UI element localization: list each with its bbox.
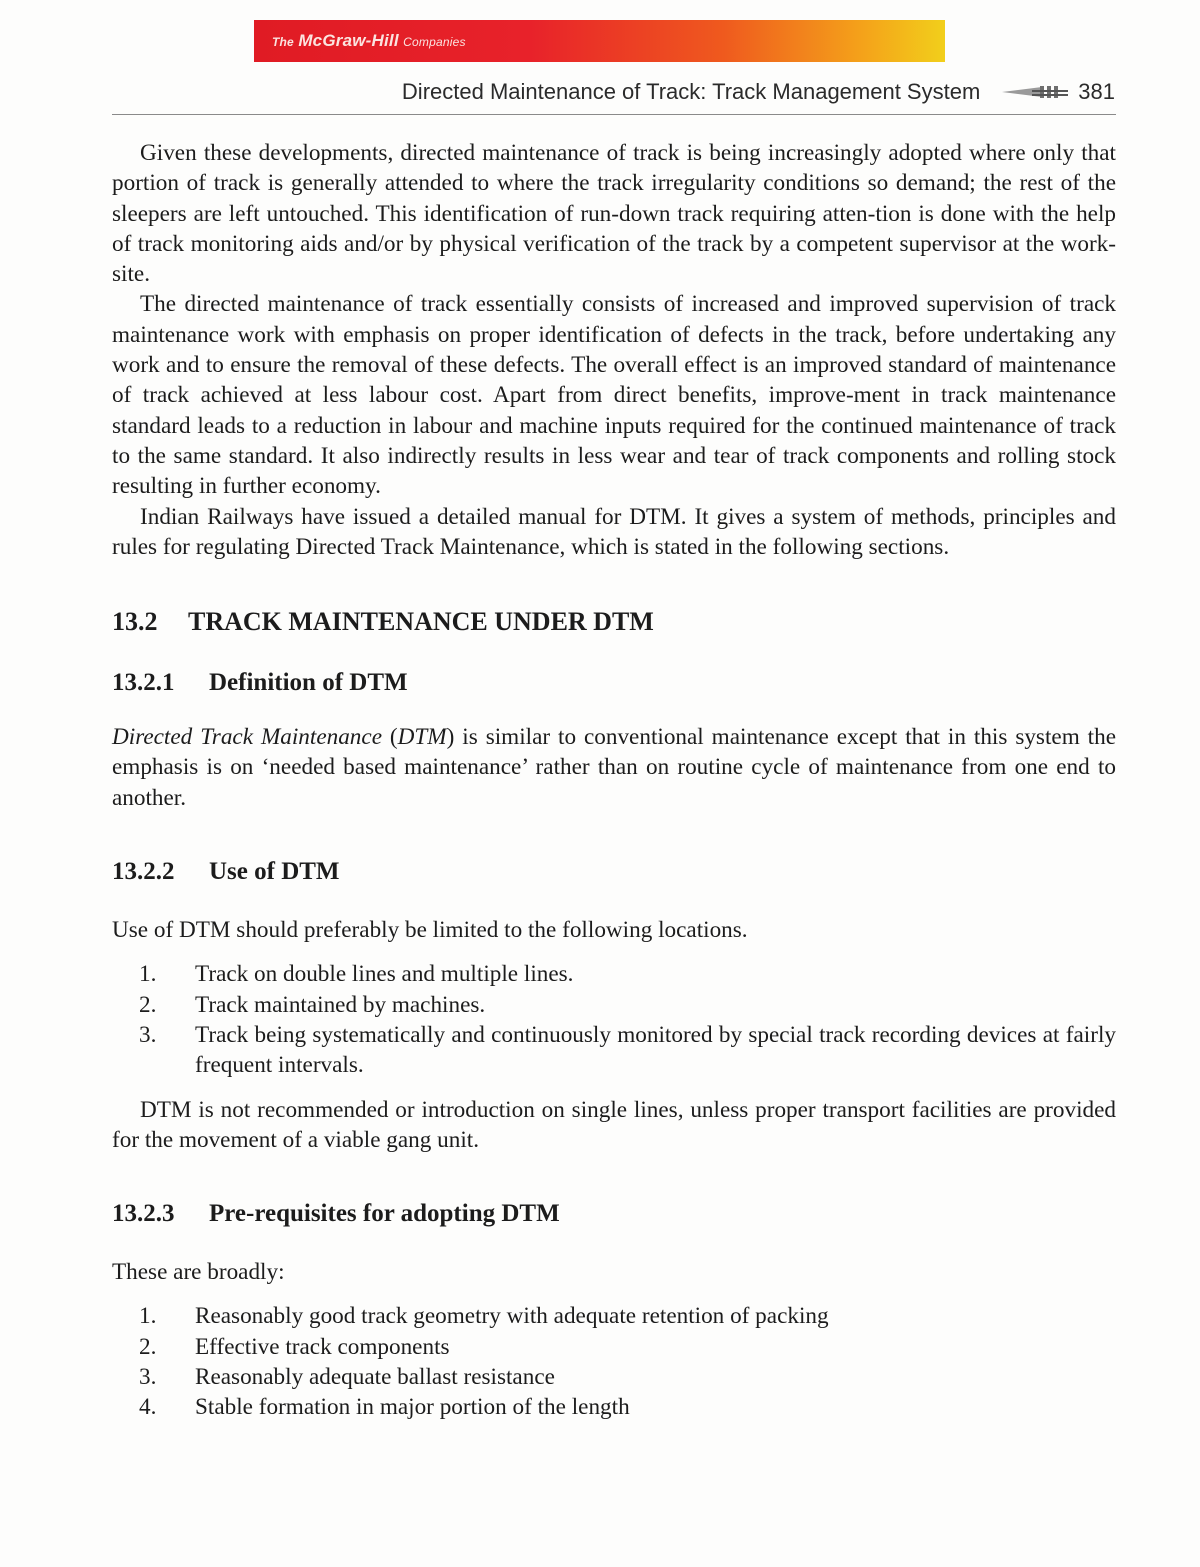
list-item <box>112 959 1116 989</box>
subsection-title: Pre-requisites for adopting DTM <box>209 1200 560 1228</box>
publisher-suffix: Companies <box>403 35 466 49</box>
subsection-heading-prerequisites <box>112 1197 1116 1231</box>
list-item <box>112 1332 1116 1362</box>
subsection-heading-definition <box>112 666 1116 700</box>
use-list <box>112 959 1116 1080</box>
section-heading <box>112 604 1116 640</box>
list-item-text: Track being systematically and continuously monitored by special track recording devices at fairly frequent intervals. <box>195 1021 1116 1079</box>
rail-track-icon <box>1002 85 1068 99</box>
section-title: TRACK MAINTENANCE UNDER DTM <box>188 607 654 637</box>
list-item-text: Effective track components <box>195 1333 450 1360</box>
list-item-text: Reasonably good track geometry with adequate retention of packing <box>195 1303 829 1330</box>
list-item-text: Stable formation in major portion of the length <box>195 1394 630 1421</box>
running-title: Directed Maintenance of Track: Track Management System <box>401 79 981 104</box>
list-item-text: Track on double lines and multiple lines. <box>195 961 574 988</box>
abbr-open: ( <box>382 724 398 751</box>
defined-term: Directed Track Maintenance <box>112 724 382 751</box>
subsection-title: Use of DTM <box>209 858 340 886</box>
use-lead: Use of DTM should preferably be limited to the following locations. <box>112 917 748 944</box>
publisher-prefix: The <box>272 35 294 49</box>
intro-paragraph-2: The directed maintenance of track essentially consists of increased and improved supervision of track maintenance work with emphasis on proper identification of defects in the track, before undertaking any work and to ensure the removal of these defects. The overall effect is an improved standard of maintenance of track achieved at less labour cost. Apart from direct benefits, improve-ment in track maintenance standard leads to a reduction in labour and machine inputs required for the continued maintenance of track to the same standard. It also indirectly results in less wear and tear of track components and rolling stock resulting in further economy. <box>112 291 1116 500</box>
list-item-number: 1. <box>139 1303 157 1330</box>
list-item-number: 3. <box>139 1364 157 1391</box>
intro-paragraph-3: Indian Railways have issued a detailed manual for DTM. It gives a system of methods, principles and rules for regulating Directed Track Maintenance, which is stated in the following sections. <box>112 503 1116 560</box>
section-number: 13.2 <box>112 607 158 637</box>
header-rule <box>112 114 1116 115</box>
prerequisites-list <box>112 1301 1116 1422</box>
list-item-text: Reasonably adequate ballast resistance <box>195 1364 555 1391</box>
page-body <box>112 138 1116 1423</box>
subsection-title: Definition of DTM <box>209 669 408 697</box>
list-item-number: 1. <box>139 961 157 988</box>
abbreviation: DTM <box>397 724 447 751</box>
publisher-banner <box>254 20 945 62</box>
definition-paragraph <box>112 722 1116 813</box>
list-item-number: 2. <box>139 991 157 1018</box>
use-note: DTM is not recommended or introduction on single lines, unless proper transport facilities are provided for the movement of a viable gang unit. <box>112 1096 1116 1153</box>
list-item-text: Track maintained by machines. <box>195 991 486 1018</box>
running-head <box>402 76 1115 108</box>
subsection-number: 13.2.1 <box>112 669 175 697</box>
abbr-close: ) <box>446 724 455 751</box>
subsection-number: 13.2.3 <box>112 1200 175 1228</box>
publisher-logo <box>272 31 466 51</box>
list-item <box>112 1301 1116 1331</box>
publisher-brand: McGraw-Hill <box>298 31 399 50</box>
list-item <box>112 1020 1116 1081</box>
list-item-number: 3. <box>139 1021 157 1048</box>
list-item <box>112 990 1116 1020</box>
prerequisites-lead: These are broadly: <box>112 1259 285 1286</box>
list-item-number: 2. <box>139 1333 157 1360</box>
list-item <box>112 1392 1116 1422</box>
page-number: 381 <box>1078 79 1115 104</box>
definition-text: is similar to conventional maintenance except that in this system the emphasis is on ‘needed based maintenance’ rather than on routine cycle of maintenance from one end to another. <box>112 724 1116 811</box>
subsection-number: 13.2.2 <box>112 858 175 886</box>
subsection-heading-use <box>112 855 1116 889</box>
list-item <box>112 1362 1116 1392</box>
list-item-number: 4. <box>139 1394 157 1421</box>
intro-paragraph-1: Given these developments, directed maintenance of track is being increasingly adopted where only that portion of track is generally attended to where the track irregularity conditions so demand; the rest of the sleepers are left untouched. This identification of run-down track requiring atten-tion is done with the help of track monitoring aids and/or by physical verification of the track by a competent supervisor at the work-site. <box>112 140 1116 288</box>
